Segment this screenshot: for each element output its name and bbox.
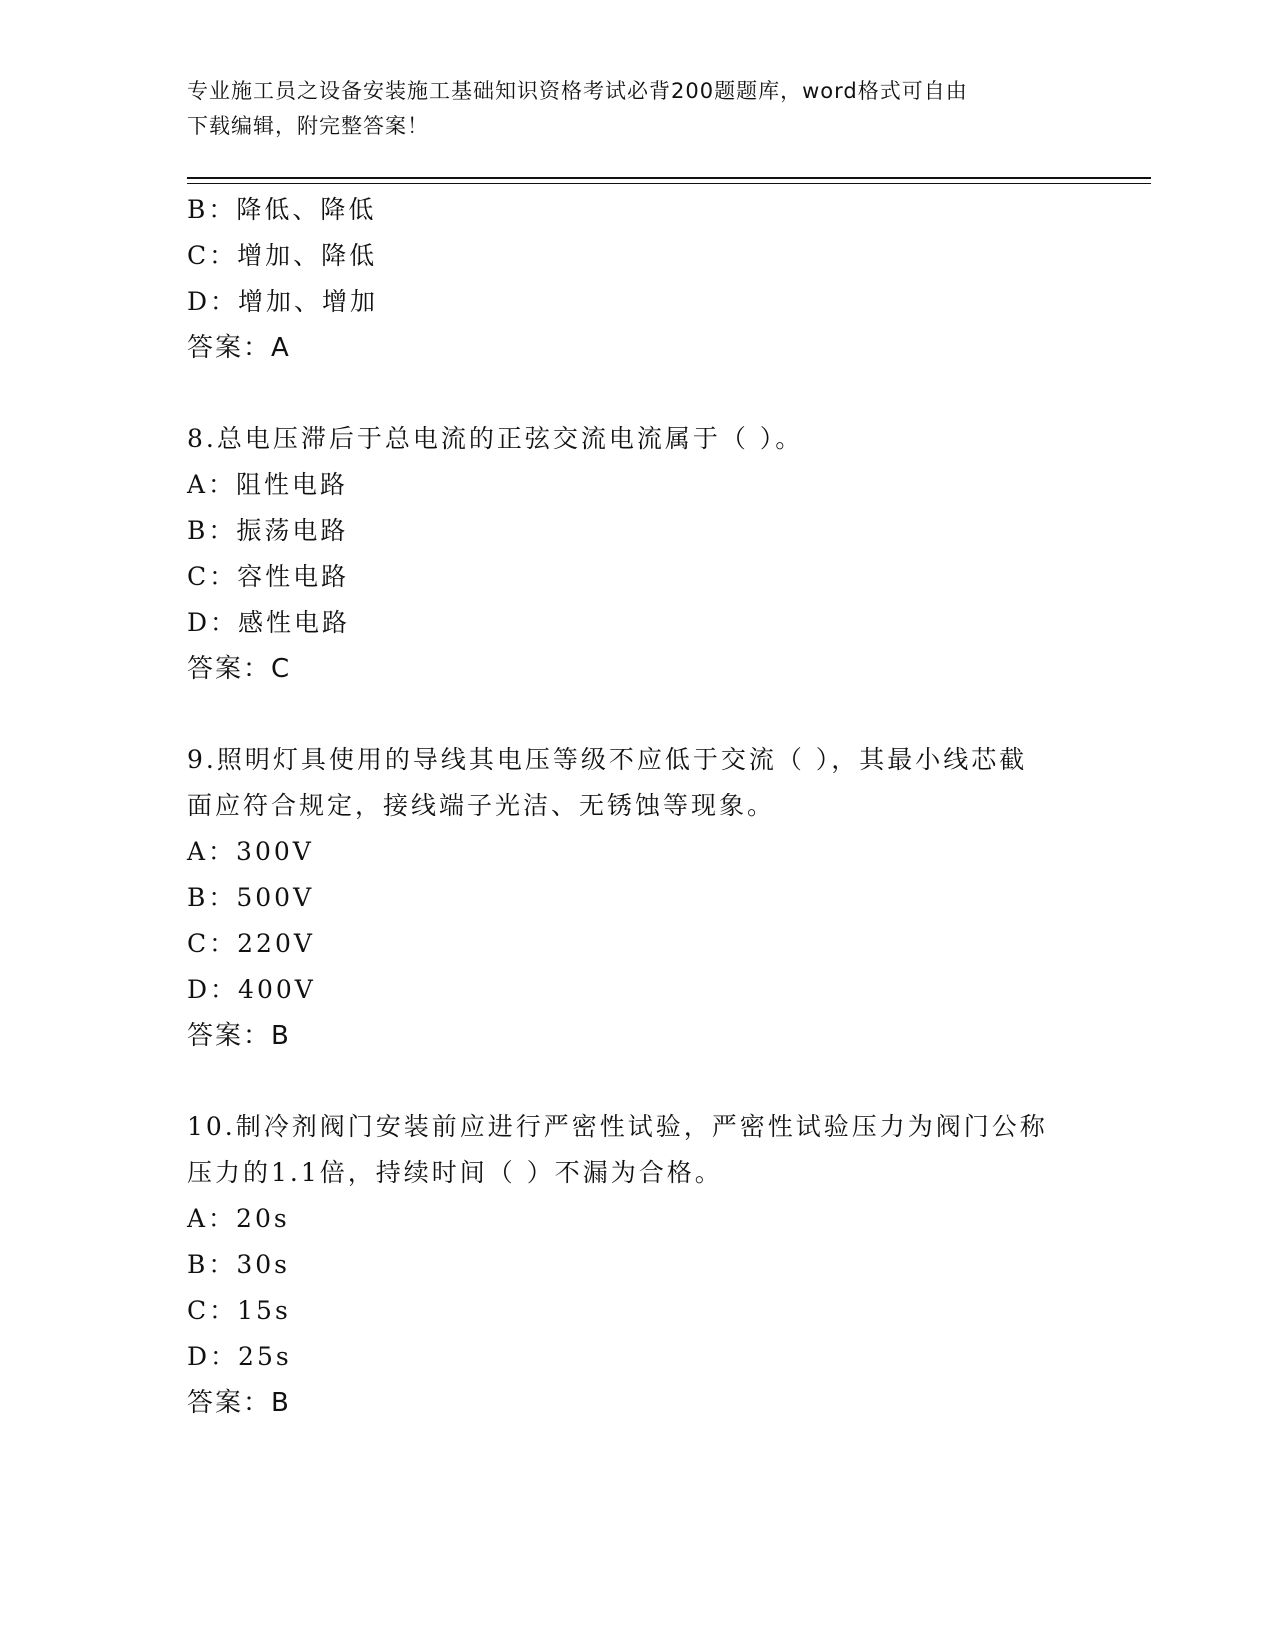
question-text-line-1: 9.照明灯具使用的导线其电压等级不应低于交流（ ），其最小线芯截 (187, 745, 1028, 774)
option-d: D：增加、增加 (187, 287, 379, 316)
option-a: A：300V (187, 837, 314, 866)
option-b: B：振荡电路 (187, 516, 349, 545)
header-title-line-2: 下载编辑，附完整答案！ (187, 114, 429, 138)
option-c: C：220V (187, 929, 315, 958)
document-header (187, 74, 1067, 144)
option-b: B：30s (187, 1250, 291, 1279)
option-c: C：15s (187, 1296, 291, 1325)
question-text-line-2: 面应符合规定，接线端子光洁、无锈蚀等现象。 (187, 791, 776, 820)
header-title-line-1: 专业施工员之设备安装施工基础知识资格考试必背200题题库，word格式可自由 (187, 79, 968, 103)
option-a: A：20s (187, 1204, 290, 1233)
option-a: A：阻性电路 (187, 470, 349, 499)
question-8 (187, 416, 1087, 692)
option-b: B：500V (187, 883, 315, 912)
option-b: B：降低、降低 (187, 195, 377, 224)
answer-label: 答案：C (187, 654, 292, 684)
previous-question-continuation (187, 187, 1087, 371)
option-c: C：增加、降低 (187, 241, 378, 270)
option-d: D：400V (187, 975, 316, 1004)
question-text-line-1: 10.制冷剂阀门安装前应进行严密性试验，严密性试验压力为阀门公称 (187, 1112, 1048, 1141)
option-d: D：感性电路 (187, 608, 351, 637)
question-text: 8.总电压滞后于总电流的正弦交流电流属于（ ）。 (187, 424, 804, 453)
option-c: C：容性电路 (187, 562, 350, 591)
header-divider-thin (187, 183, 1151, 184)
answer-label: 答案：B (187, 1021, 291, 1051)
question-text-line-2: 压力的1.1倍，持续时间（ ）不漏为合格。 (187, 1158, 723, 1187)
question-9 (187, 737, 1087, 1059)
header-divider-thick (187, 177, 1151, 179)
option-d: D：25s (187, 1342, 292, 1371)
document-body (187, 187, 1087, 1426)
question-10 (187, 1104, 1087, 1426)
answer-label: 答案：B (187, 1388, 291, 1418)
answer-label: 答案：A (187, 333, 291, 363)
